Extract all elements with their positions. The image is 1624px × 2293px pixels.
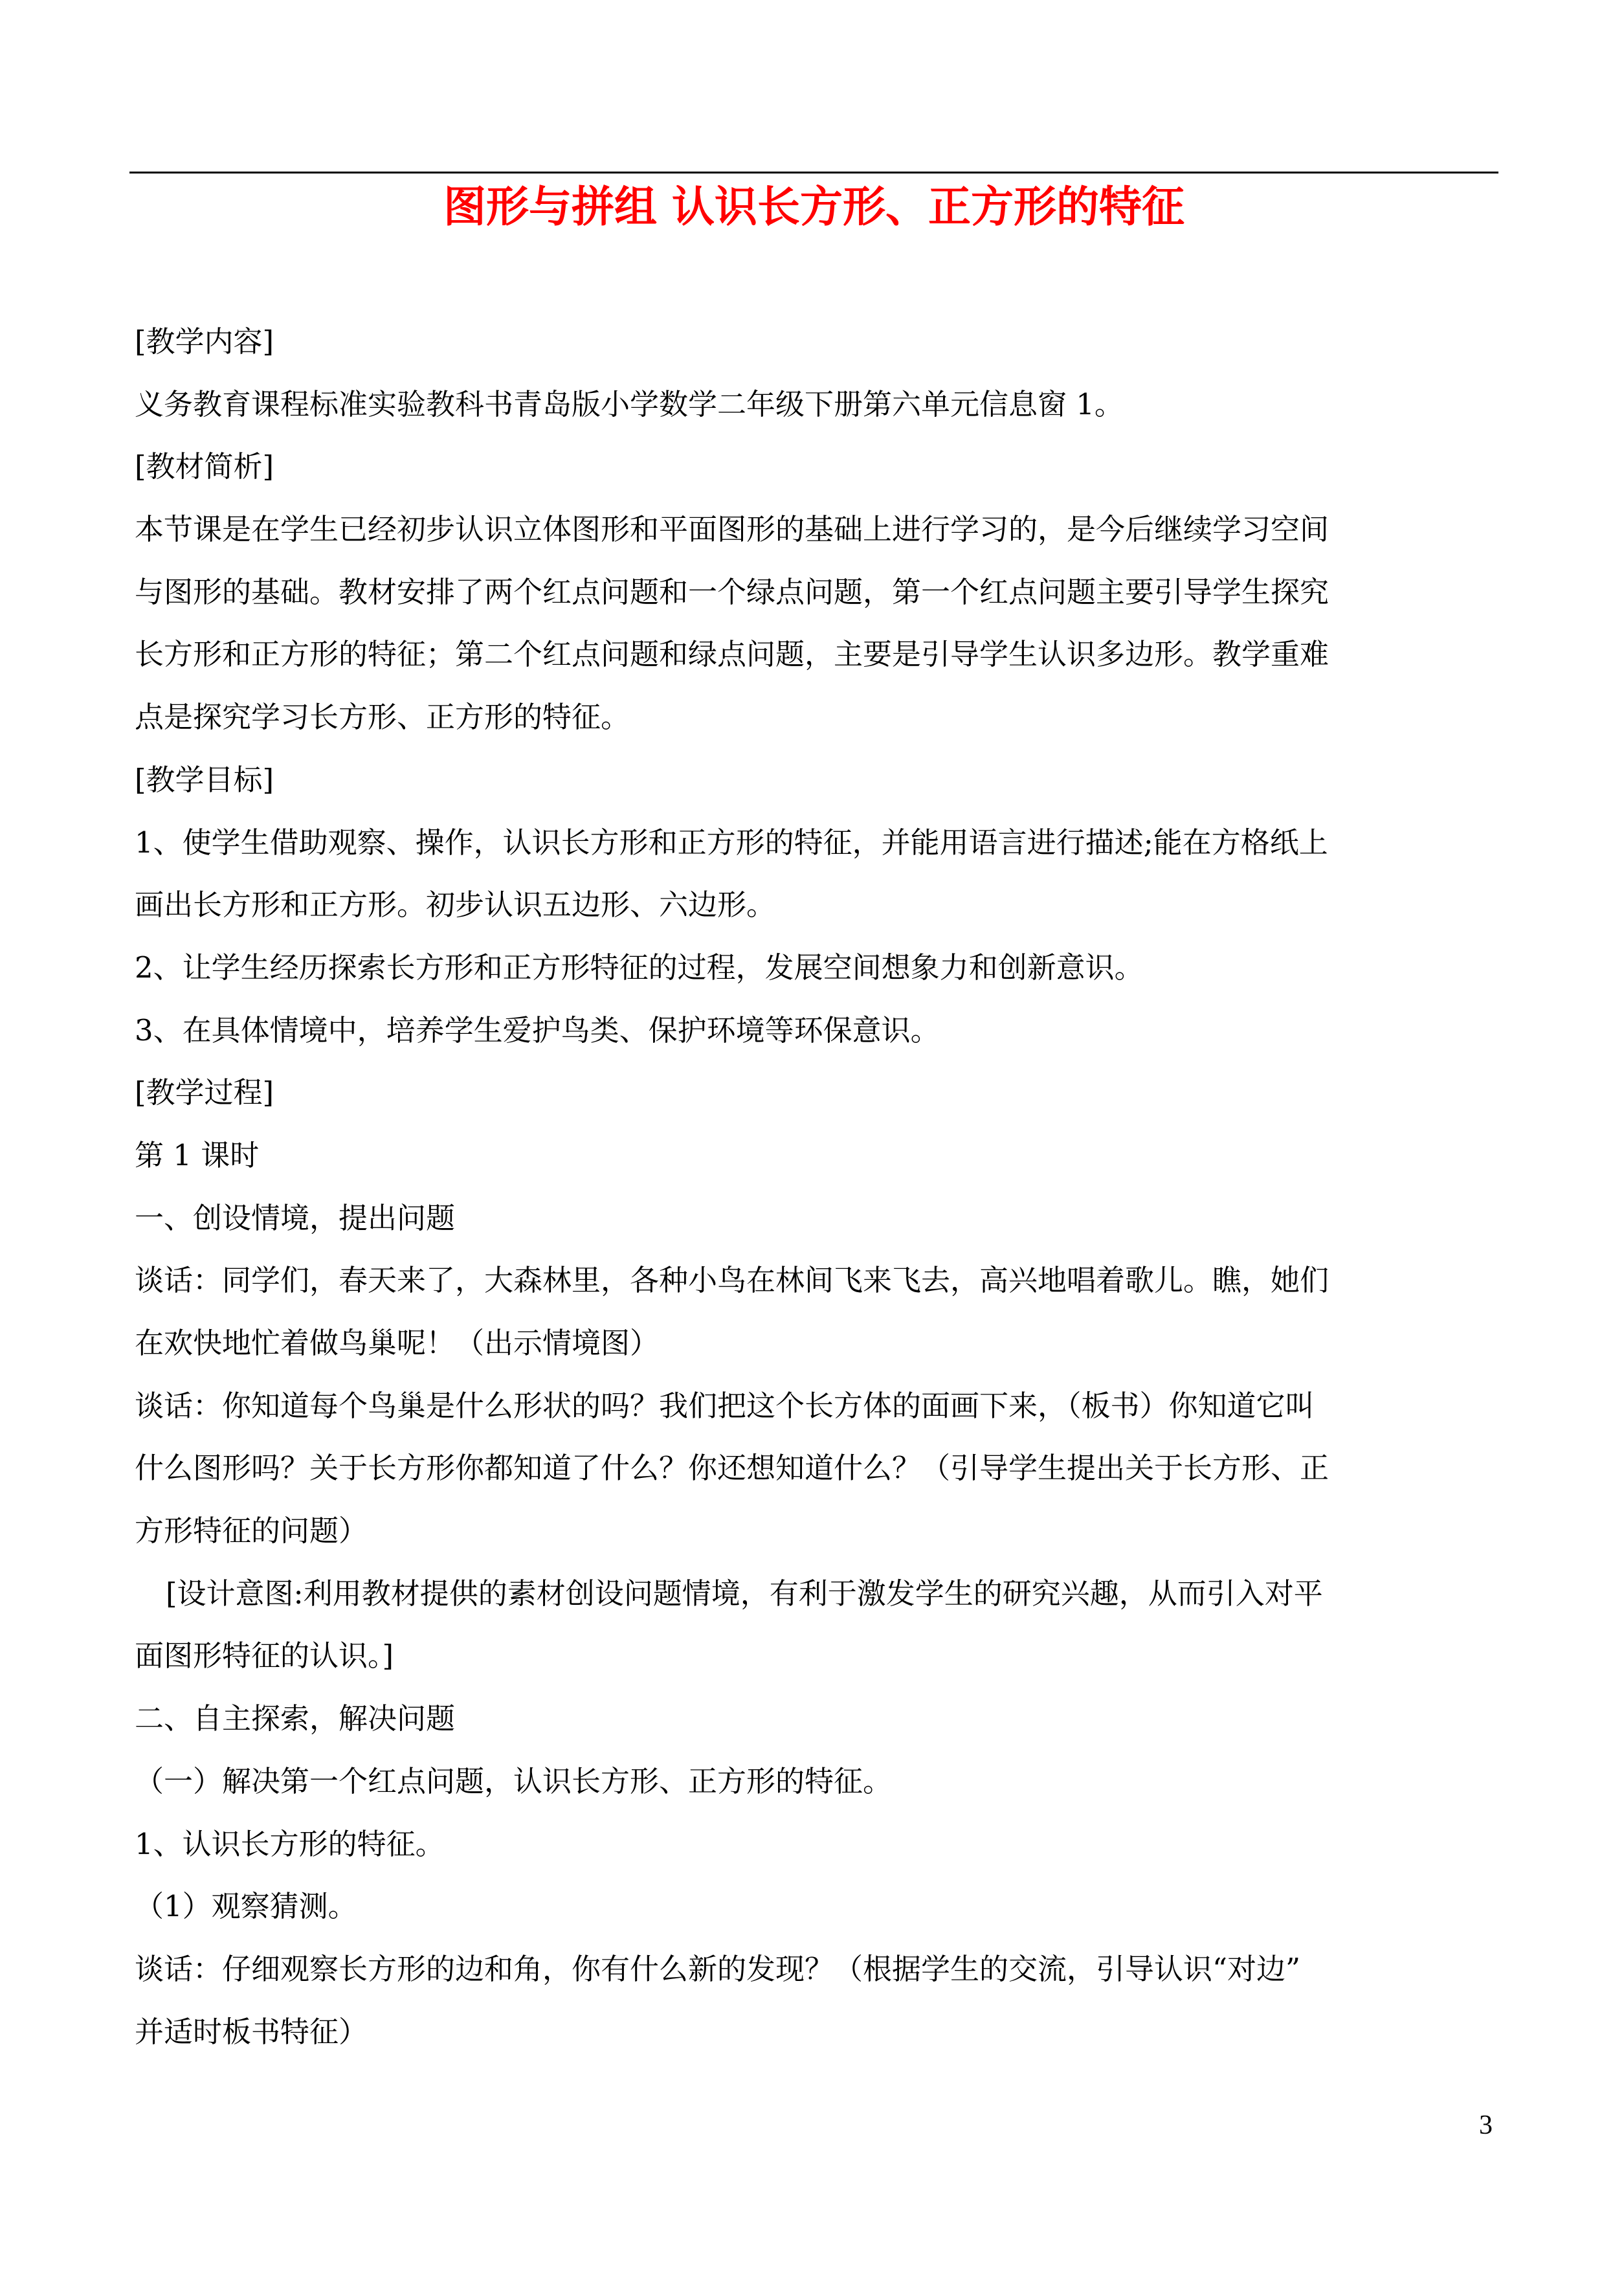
section-heading-goals: [教学目标] bbox=[135, 762, 274, 797]
paragraph-line: 在欢快地忙着做鸟巢呢！（出示情境图） bbox=[135, 1326, 660, 1360]
paragraph-line: 谈话：仔细观察长方形的边和角，你有什么新的发现？（根据学生的交流，引导认识“对边” bbox=[135, 1951, 1301, 1986]
page-number: 3 bbox=[1479, 2110, 1493, 2140]
paragraph-line: 本节课是在学生已经初步认识立体图形和平面图形的基础上进行学习的，是今后继续学习空间 bbox=[135, 512, 1329, 547]
section-heading-process: [教学过程] bbox=[135, 1075, 274, 1110]
paragraph-line: 什么图形吗？关于长方形你都知道了什么？你还想知道什么？（引导学生提出关于长方形、正 bbox=[135, 1451, 1329, 1486]
paragraph-line: （一）解决第一个红点问题，认识长方形、正方形的特征。 bbox=[135, 1763, 893, 1798]
document-title: 图形与拼组 认识长方形、正方形的特征 bbox=[443, 182, 1185, 232]
subsection-heading: 一、创设情境，提出问题 bbox=[135, 1200, 456, 1235]
header-rule bbox=[129, 172, 1498, 173]
lesson-label: 第 1 课时 bbox=[135, 1137, 260, 1172]
paragraph-line: 1、认识长方形的特征。 bbox=[135, 1826, 445, 1861]
section-heading-analysis: [教材简析] bbox=[135, 449, 274, 484]
paragraph-line: 画出长方形和正方形。初步认识五边形、六边形。 bbox=[135, 888, 776, 923]
document-body bbox=[135, 311, 1500, 2063]
paragraph-line: 2、让学生经历探索长方形和正方形特征的过程，发展空间想象力和创新意识。 bbox=[135, 950, 1144, 985]
paragraph-line: 方形特征的问题） bbox=[135, 1514, 368, 1549]
section-heading-content: [教学内容] bbox=[135, 324, 274, 359]
paragraph-line: 长方形和正方形的特征；第二个红点问题和绿点问题，主要是引导学生认识多边形。教学重难 bbox=[135, 637, 1329, 672]
design-intent-line: [设计意图:利用教材提供的素材创设问题情境，有利于激发学生的研究兴趣，从而引入对平 bbox=[166, 1576, 1323, 1611]
design-intent-line: 面图形特征的认识。] bbox=[135, 1639, 394, 1673]
paragraph-line: 并适时板书特征） bbox=[135, 2014, 368, 2049]
subsection-heading: 二、自主探索，解决问题 bbox=[135, 1701, 456, 1736]
paragraph-line: 与图形的基础。教材安排了两个红点问题和一个绿点问题，第一个红点问题主要引导学生探究 bbox=[135, 574, 1329, 609]
paragraph-line: 义务教育课程标准实验教科书青岛版小学数学二年级下册第六单元信息窗 1。 bbox=[135, 386, 1124, 421]
paragraph-line: 1、使学生借助观察、操作，认识长方形和正方形的特征，并能用语言进行描述;能在方格纸上 bbox=[135, 825, 1328, 860]
paragraph-line: （1）观察猜测。 bbox=[135, 1889, 357, 1924]
paragraph-line: 谈话：同学们，春天来了，大森林里，各种小鸟在林间飞来飞去，高兴地唱着歌儿。瞧，她们 bbox=[135, 1263, 1329, 1298]
paragraph-line: 3、在具体情境中，培养学生爱护鸟类、保护环境等环保意识。 bbox=[135, 1012, 940, 1047]
paragraph-line: 点是探究学习长方形、正方形的特征。 bbox=[135, 700, 630, 735]
paragraph-line: 谈话：你知道每个鸟巢是什么形状的吗？我们把这个长方体的面画下来，（板书）你知道它叫 bbox=[135, 1388, 1315, 1423]
